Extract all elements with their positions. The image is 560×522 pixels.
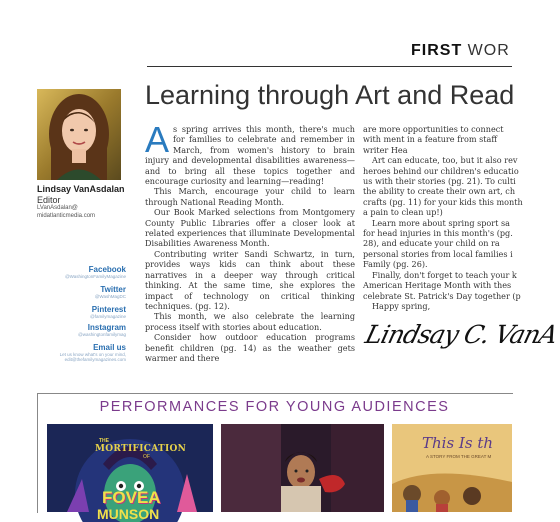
social-network: Email us	[93, 343, 126, 352]
paragraph: Contributing writer Sandi Schwartz, in turn, provides ways kids can think about these narratives in a deeper way through critical thinking. At the same time, she explores the impact of technology on critical thinking techniques. (pg. 12).	[145, 248, 355, 311]
editor-photo	[37, 89, 121, 180]
poster-word: OF	[143, 454, 150, 460]
social-handle: edit@thefamilymagazines.com	[64, 357, 126, 362]
poster-title: This Is th	[422, 434, 494, 452]
poster-word: MUNSON	[97, 506, 160, 522]
header-rule	[147, 66, 512, 67]
social-pinterest[interactable]	[90, 305, 126, 319]
social-handle: @WashMagDC	[94, 294, 126, 299]
paragraph: Our Book Marked selections from Montgomery County Public Libraries offer a closer look at related experiences that illuminate Developmental Disabilities Awareness Month.	[145, 207, 355, 249]
poster-word: MORTIFICATION	[95, 444, 187, 454]
paragraph: Happy spring,	[372, 300, 431, 311]
social-network: Pinterest	[91, 305, 126, 314]
social-network: Facebook	[88, 265, 126, 274]
poster-performer-photo[interactable]	[221, 424, 384, 512]
editor-signature: Lindsay C. VanA	[362, 320, 560, 349]
social-network: Instagram	[87, 323, 126, 332]
poster-subtitle: A STORY FROM THE GREAT M	[426, 454, 492, 459]
paragraph: This March, encourage your child to learn through National Reading Month.	[145, 186, 355, 207]
paragraph: This month, we also celebrate the learning process itself with stories about education.	[145, 311, 355, 332]
paragraph: Consider how outdoor education programs benefit children (pg. 14) as the weather gets warmer and there	[145, 332, 355, 363]
poster-fovea-munson[interactable]	[47, 424, 213, 522]
social-handle: @WashingtonFamilyMagazine	[65, 274, 126, 279]
social-handle: @familymagazine	[90, 314, 126, 319]
headline: Learning through Art and Read	[145, 80, 515, 110]
editor-name: Lindsay VanAsdalan	[37, 184, 125, 194]
editor-email-line: midatlanticmedia.com	[37, 212, 96, 219]
drop-cap: A	[145, 119, 170, 160]
section-label-light: WOR	[467, 42, 510, 59]
editor-role: Editor	[37, 195, 61, 205]
social-network: Twitter	[100, 285, 126, 294]
paragraph: s spring arrives this month, there's much for families to celebrate and remember in March, from women's history to brain injury and developmental disabilities awareness—and to bring all these topics together and encourage curiosity and learning—reading!	[145, 124, 355, 187]
paragraph: Learn more about spring sport sa for head injuries in this month's (pg. 28), and educate your child on ra personal stories from local families i Family (pg. 26).	[363, 217, 513, 270]
social-twitter[interactable]	[95, 285, 126, 299]
social-handle: Let us know what's on your mind,	[59, 352, 126, 357]
paragraph: Art can educate, too, but it also rev heroes behind our children's educatio us with their stories (pg. 21). To culti the ability to create their own art, ch crafts (pg. 11) for your kids this month a pain to clean up!)	[363, 155, 523, 218]
signature-clip	[360, 316, 560, 366]
poster-word: THE	[99, 438, 109, 444]
poster-word: FOVEA	[102, 488, 161, 507]
editor-email[interactable]	[37, 205, 95, 220]
letter-column-2	[363, 124, 523, 311]
paragraph: Finally, don't forget to teach your k American Heritage Month with thes celebrate St. Patrick's Day together (p	[363, 269, 521, 301]
editor-email-line: LVanAsdalan@	[37, 205, 78, 211]
paragraph: are more opportunities to connect with ment in a feature from staff writer Hea	[363, 124, 504, 155]
social-instagram[interactable]	[78, 323, 126, 337]
letter-column-1	[145, 119, 355, 363]
performances-title: PERFORMANCES FOR YOUNG AUDIENCES	[99, 399, 450, 415]
section-label	[411, 42, 510, 60]
social-facebook[interactable]	[65, 265, 126, 279]
social-handle: @washingtonfamilymag	[78, 332, 126, 337]
poster-this-is-the[interactable]	[392, 424, 512, 512]
section-label-bold: FIRST	[411, 42, 463, 59]
social-email[interactable]	[60, 343, 126, 362]
